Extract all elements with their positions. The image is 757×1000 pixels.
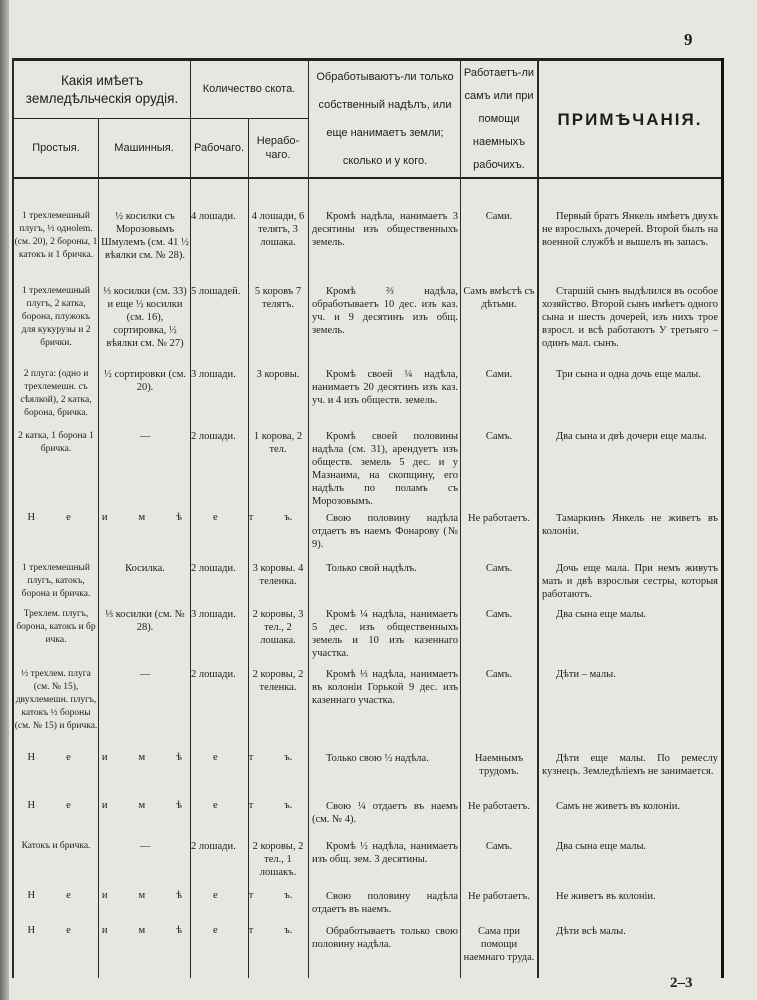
signature-mark: 2–3 bbox=[670, 975, 693, 991]
cell-land: Кромѣ ⅓ надѣла, нанимаетъ въ колоніи Горькой 9 дес. изъ казеннаго участка. bbox=[312, 669, 458, 706]
cell-working: 2 лошади. bbox=[191, 431, 236, 442]
spaced-letter: т bbox=[248, 800, 254, 811]
cell-labor: Самъ. bbox=[485, 431, 513, 442]
cell-land: Только свою ½ надѣла. bbox=[326, 753, 429, 764]
cell-machine: ⅓ косилки (см. № 28). bbox=[105, 609, 185, 633]
cell-machine: ⅓ косилки (см. 33) и еще ½ косилки (см. 16), сортировка, ½ вѣялки см. № 27) bbox=[103, 286, 187, 349]
cell-notes: Дѣти еще малы. По ремеслу кузнецъ. Земледѣліемъ не занимается. bbox=[542, 753, 718, 777]
page-number: 9 bbox=[684, 30, 693, 49]
spaced-letter: и bbox=[101, 925, 108, 936]
header-machine: Машинныя. bbox=[114, 141, 174, 154]
cell-machine: Косилка. bbox=[125, 563, 165, 574]
spaced-letter: ъ. bbox=[284, 512, 293, 523]
spaced-letter: Н bbox=[27, 800, 36, 811]
no-implements-spanned bbox=[12, 925, 308, 936]
cell-notes: Тамаркинъ Янкель не живетъ въ колоніи. bbox=[542, 513, 718, 537]
cell-notes: Дѣти – малы. bbox=[556, 669, 616, 680]
spaced-letter: Н bbox=[27, 890, 36, 901]
cell-simple: Катокъ и бричка. bbox=[21, 841, 91, 851]
header-nonworking: Нерабо-чаго. bbox=[256, 135, 300, 161]
spaced-letter: м bbox=[138, 752, 146, 763]
cell-land: Кромѣ своей половины надѣла (см. 31), арендуетъ изъ обществ. земель 5 дес. и у Мазнаима, на скопщину, его надѣлъ по поламъ съ Морозовымъ. bbox=[312, 431, 458, 507]
cell-simple: 1 трехлемешный плугъ, 2 катка, борона, плужокъ для кукурузы и 2 брички. bbox=[21, 286, 91, 348]
spaced-letter: и bbox=[101, 890, 108, 901]
cell-nonworking: 1 корова, 2 тел. bbox=[253, 431, 303, 455]
spaced-letter: ѣ bbox=[176, 800, 182, 811]
cell-labor: Самъ. bbox=[485, 563, 513, 574]
spaced-letter: ъ. bbox=[284, 800, 293, 811]
cell-land: Кромѣ ⅔ надѣла, обработываетъ 10 дес. изъ каз. уч. и 9 десятинъ изъ общ. земель. bbox=[312, 286, 458, 336]
spaced-letter: Н bbox=[27, 752, 36, 763]
no-implements-spanned bbox=[12, 800, 308, 811]
cell-land: Кромѣ ¼ надѣла, нанимаетъ 5 дес. изъ общественныхъ земель и 10 изъ казеннаго участка. bbox=[312, 609, 458, 659]
spaced-letter: ѣ bbox=[176, 512, 182, 523]
spaced-letter: е bbox=[213, 752, 218, 763]
spaced-letter: т bbox=[248, 890, 254, 901]
spaced-letter: т bbox=[248, 512, 254, 523]
spaced-letter: е bbox=[66, 512, 71, 523]
spaced-letter: ъ. bbox=[284, 890, 293, 901]
cell-land: Свою половину надѣла отдаетъ въ наемъ Фонарову (№ 9). bbox=[312, 513, 458, 550]
page-binding-edge bbox=[0, 0, 9, 1000]
column-line bbox=[460, 58, 461, 978]
cell-simple: Трехлем. плугъ, борона, катокъ и бр ичка. bbox=[16, 609, 96, 645]
spaced-letter: ъ. bbox=[284, 752, 293, 763]
cell-working: 4 лошади. bbox=[191, 211, 236, 222]
cell-notes: Самъ не живетъ въ колоніи. bbox=[556, 801, 681, 812]
cell-notes: Первый братъ Янкель имѣетъ двухъ не взрослыхъ дочерей. Второй былъ на военной службѣ и вышелъ въ запасъ. bbox=[542, 211, 718, 248]
notes-title: ПРИМѢЧАНІЯ. bbox=[557, 109, 703, 129]
cell-land: Кромѣ ½ надѣла, нанимаетъ изъ общ. зем. 3 десятины. bbox=[312, 841, 458, 865]
cell-nonworking: 4 лошади, 6 телятъ, 3 лошака. bbox=[251, 211, 305, 248]
spaced-letter: е bbox=[66, 752, 71, 763]
spaced-letter: Н bbox=[27, 512, 36, 523]
spaced-letter: м bbox=[138, 800, 146, 811]
cell-working: 5 лошадей. bbox=[191, 286, 241, 297]
spaced-letter: е bbox=[213, 512, 218, 523]
spaced-letter: Н bbox=[27, 925, 36, 936]
cell-nonworking: 2 коровы, 2 теленка. bbox=[252, 669, 304, 693]
no-implements-spanned bbox=[12, 512, 308, 523]
table-right-border bbox=[721, 58, 724, 978]
cell-labor: Сами. bbox=[485, 211, 513, 222]
column-line bbox=[98, 118, 99, 978]
column-line bbox=[308, 58, 309, 978]
cell-machine: — bbox=[139, 669, 151, 680]
cell-simple: 2 плуга: (одно и трехлемешн. съ сѣялкой), 2 катка, борона, бричка. bbox=[20, 369, 92, 418]
cell-notes: Два сына еще малы. bbox=[556, 609, 647, 620]
cell-machine: — bbox=[139, 841, 151, 852]
spaced-letter: и bbox=[101, 752, 108, 763]
no-implements-spanned bbox=[12, 752, 308, 763]
cell-simple: 1 трехлемешный плугъ, катокъ, борона и бричка. bbox=[21, 563, 91, 599]
header-implements: Какія имѣетъ земледѣльческія орудія. bbox=[25, 72, 179, 106]
cell-simple: ½ трехлем. плуга (см. № 15), двухлемешн. плугъ, катокъ ½ бороны (см. № 15) и бричка. bbox=[14, 669, 98, 731]
header-bottom-border bbox=[12, 177, 724, 179]
cell-simple: 1 трехлемешный плугъ, ½ одноlem. (см. 20), 2 бороны, 1 катокъ и 1 бричка. bbox=[14, 211, 98, 260]
spaced-letter: е bbox=[213, 890, 218, 901]
cell-nonworking: 2 коровы, 3 тел., 2 лошака. bbox=[252, 609, 304, 646]
cell-working: 3 лошади. bbox=[191, 609, 236, 620]
header-working: Рабочаго. bbox=[193, 141, 245, 154]
cell-notes: Не живетъ въ колоніи. bbox=[556, 891, 656, 902]
cell-land: Свою ¼ отдаетъ въ наемъ (см. № 4). bbox=[312, 801, 458, 825]
spaced-letter: ъ. bbox=[284, 925, 293, 936]
spaced-letter: е bbox=[213, 800, 218, 811]
cell-land: Кромѣ надѣла, нанимаетъ 3 десятины изъ общественныхъ земель. bbox=[312, 211, 458, 248]
cell-notes: Дочь еще мала. При немъ живутъ мать и двѣ взрослыя сестры, которыя работаютъ. bbox=[542, 563, 718, 600]
cell-labor: Самъ. bbox=[485, 609, 513, 620]
cell-land: Свою половину надѣла отдаетъ въ наемъ. bbox=[312, 891, 458, 915]
no-implements-spanned bbox=[12, 890, 308, 901]
cell-nonworking: 5 коровъ 7 телятъ. bbox=[254, 286, 302, 310]
spaced-letter: т bbox=[248, 752, 254, 763]
cell-working: 2 лошади. bbox=[191, 841, 236, 852]
spaced-letter: ѣ bbox=[176, 890, 182, 901]
cell-notes: Дѣти всѣ малы. bbox=[556, 926, 626, 937]
cell-machine: — bbox=[139, 431, 151, 442]
cell-notes: Три сына и одна дочь еще малы. bbox=[556, 369, 701, 380]
cell-labor: Сами. bbox=[485, 369, 513, 380]
spaced-letter: е bbox=[66, 890, 71, 901]
spaced-letter: и bbox=[101, 800, 108, 811]
cell-labor: Не работаетъ. bbox=[468, 891, 530, 902]
cell-labor: Самъ. bbox=[485, 841, 513, 852]
cell-labor: Наемнымъ трудомъ. bbox=[474, 753, 524, 777]
cell-working: 2 лошади. bbox=[191, 669, 236, 680]
cell-nonworking: 2 коровы, 2 тел., 1 лошакъ. bbox=[252, 841, 304, 878]
cell-working: 3 лошади. bbox=[191, 369, 236, 380]
cell-land: Обработываетъ только свою половину надѣла. bbox=[312, 926, 458, 950]
cell-labor: Не работаетъ. bbox=[468, 513, 530, 524]
cell-land: Только свой надѣлъ. bbox=[326, 563, 417, 574]
spaced-letter: т bbox=[248, 925, 254, 936]
cell-notes: Два сына и двѣ дочери еще малы. bbox=[556, 431, 707, 442]
spaced-letter: е bbox=[66, 925, 71, 936]
cell-machine: ½ сортировки (см. 20). bbox=[104, 369, 186, 393]
cell-notes: Два сына еще малы. bbox=[556, 841, 647, 852]
spaced-letter: е bbox=[66, 800, 71, 811]
cell-nonworking: 3 коровы. 4 теленка. bbox=[252, 563, 304, 587]
spaced-letter: и bbox=[101, 512, 108, 523]
cell-land: Кромѣ своей ¼ надѣла, нанимаетъ 20 десятинъ изъ каз. уч. и 4 изъ обществ. земель. bbox=[312, 369, 458, 406]
header-labor: Работаетъ-ли самъ или при помощи наемныхъ рабочихъ. bbox=[463, 66, 535, 171]
cell-labor: Самъ вмѣстѣ съ дѣтьми. bbox=[463, 286, 535, 310]
cell-notes: Старшій сынъ выдѣлился въ особое хозяйство. Второй сынъ имѣетъ одного сына и шесть дочерей, изъ нихъ трое взросл. и всѣ работаютъ У третьяго – одинъ мал. сынъ. bbox=[542, 286, 718, 349]
cell-labor: Сама при помощи наемнаго труда. bbox=[463, 926, 535, 963]
header-simple: Простыя. bbox=[32, 141, 80, 154]
spaced-letter: ѣ bbox=[176, 925, 182, 936]
spaced-letter: м bbox=[138, 890, 146, 901]
spaced-letter: ѣ bbox=[176, 752, 182, 763]
spaced-letter: м bbox=[138, 925, 146, 936]
header-livestock: Количество скота. bbox=[202, 83, 296, 95]
cell-simple: 2 катка, 1 борона 1 бричка. bbox=[18, 431, 94, 454]
spaced-letter: м bbox=[138, 512, 146, 523]
spaced-letter: е bbox=[213, 925, 218, 936]
cell-labor: Не работаетъ. bbox=[468, 801, 530, 812]
cell-labor: Самъ. bbox=[485, 669, 513, 680]
header-notes bbox=[539, 61, 721, 177]
cell-working: 2 лошади. bbox=[191, 563, 236, 574]
header-land: Обработываютъ-ли только собственный надѣлъ, или еще нанимаетъ земли; сколько и у кого. bbox=[316, 71, 454, 167]
cell-nonworking: 3 коровы. bbox=[256, 369, 300, 380]
cell-machine: ½ косилки съ Морозовымъ Шмулемъ (см. 41 ½ вѣялки см. № 28). bbox=[101, 211, 189, 261]
column-line bbox=[537, 58, 539, 978]
